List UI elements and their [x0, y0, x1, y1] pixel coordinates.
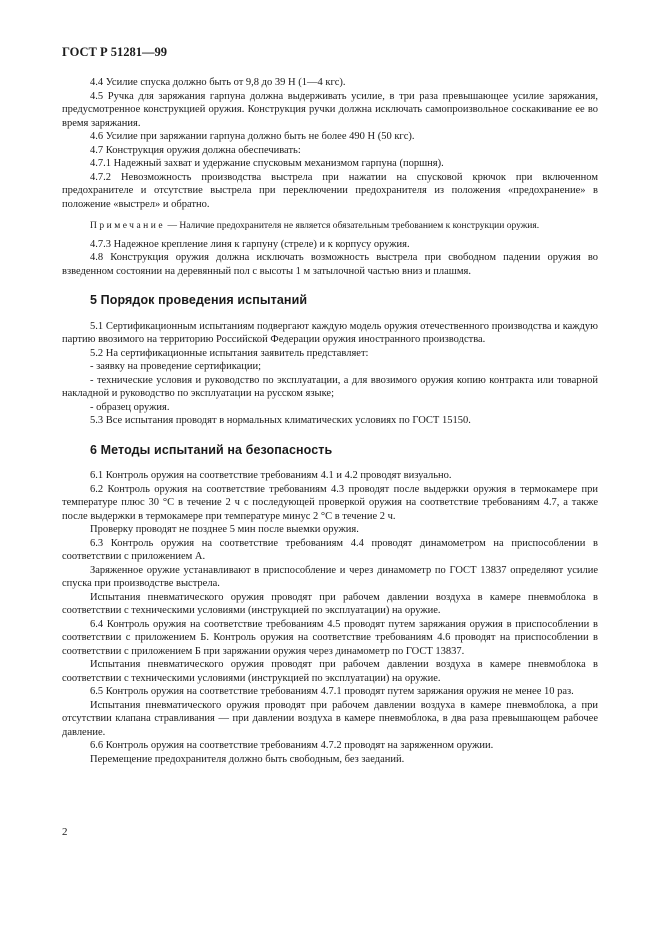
paragraph: 4.7.3 Надежное крепление линя к гарпуну (стреле) и к корпусу оружия.: [90, 238, 410, 250]
note: [62, 220, 598, 233]
document-body: [62, 76, 598, 766]
document-header: ГОСТ Р 51281—99: [62, 45, 168, 59]
paragraph: 6.1 Контроль оружия на соответствие требованиям 4.1 и 4.2 проводят визуально.: [90, 470, 452, 481]
section-5-title: 5 Порядок проведения испытаний: [90, 293, 308, 307]
paragraph: Испытания пневматического оружия проводят при рабочем давлении воздуха в камере пневмоблока, а при отсутствии клапана стравливания — при давлении воздуха в камере пневмоблока, в два раза превышающем рабочее давление.: [62, 699, 598, 738]
paragraph: Испытания пневматического оружия проводят при рабочем давлении воздуха в камере пневмоблока в соответствии с техническими условиями (инструкцией по эксплуатации) на оружие.: [62, 591, 598, 616]
paragraph: 4.6 Усилие при заряжании гарпуна должно быть не более 490 Н (50 кгс).: [90, 131, 415, 142]
list-item: - образец оружия.: [90, 401, 170, 413]
page-number: 2: [62, 826, 68, 838]
paragraph: 4.4 Усилие спуска должно быть от 9,8 до 39 Н (1—4 кгс).: [90, 77, 346, 88]
paragraph: 5.1 Сертификационным испытаниям подвергают каждую модель оружия отечественного производства и каждую партию ввозимого на территорию Российской Федерации оружия иностранного производства.: [62, 320, 598, 345]
paragraph: 4.7 Конструкция оружия должна обеспечивать:: [90, 144, 301, 156]
paragraph: 5.3 Все испытания проводят в нормальных климатических условиях по ГОСТ 15150.: [90, 415, 471, 426]
note-text: — Наличие предохранителя не является обязательным требованием к конструкции оружия.: [165, 221, 540, 231]
section-6-title: 6 Методы испытаний на безопасность: [90, 442, 333, 457]
paragraph: 4.8 Конструкция оружия должна исключать возможность выстрела при свободном падении оружия во взведенном состоянии на деревянный пол с высоты 1 м затылочной частью вниз и плашмя.: [62, 252, 598, 277]
paragraph: Перемещение предохранителя должно быть свободным, без заеданий.: [90, 753, 405, 765]
paragraph: 6.2 Контроль оружия на соответствие требованиям 4.3 проводят после выдержки оружия в термокамере при температуре плюс 30 °С в течение 2 ч с последующей проверкой оружия на соответствие требованиям 4.7, а также после выдержки в термокамере при температуре минус 2 °С в течение 2 ч.: [62, 483, 598, 522]
paragraph: Заряженное оружие устанавливают в приспособление и через динамометр по ГОСТ 13837 определяют усилие спуска при производстве выстрела.: [62, 564, 598, 589]
paragraph: 6.5 Контроль оружия на соответствие требованиям 4.7.1 проводят путем заряжания оружия не менее 10 раз.: [90, 686, 574, 697]
list-item: - заявку на проведение сертификации;: [90, 361, 262, 372]
paragraph: 6.4 Контроль оружия на соответствие требованиям 4.5 проводят путем заряжания оружия в приспособлении в соответствии с приложением Б. Контроль оружия на соответствие требованиям 4.6 проводят на приспособлении в соответствии с приложением Б при заряжании оружия через динамометр по ГОСТ 13837.: [62, 618, 598, 657]
list-item: - технические условия и руководство по эксплуатации, а для ввозимого оружия копию контракта или товарной накладной и руководство по эксплуатации на русском языке;: [62, 374, 598, 399]
paragraph: 6.6 Контроль оружия на соответствие требованиям 4.7.2 проводят на заряженном оружии.: [90, 740, 494, 751]
paragraph: 6.3 Контроль оружия на соответствие требованиям 4.4 проводят динамометром на приспособлении в соответствии с приложением А.: [62, 537, 598, 562]
paragraph: 4.5 Ручка для заряжания гарпуна должна выдерживать усилие, в три раза превышающее усилие заряжания, предусмотренное конструкцией оружия. Конструкция ручки должна исключать самопроизвольное соскакивание ее во время заряжания.: [62, 90, 598, 129]
note-label: Примечание: [90, 221, 166, 231]
paragraph: Испытания пневматического оружия проводят при рабочем давлении воздуха в камере пневмоблока в соответствии с техническими условиями (инструкцией по эксплуатации) на оружие.: [62, 659, 598, 684]
paragraph: 4.7.1 Надежный захват и удержание спусковым механизмом гарпуна (поршня).: [90, 158, 444, 169]
paragraph: 4.7.2 Невозможность производства выстрела при нажатии на спусковой крючок при включенном предохранителе и отсутствие выстрела при переключении предохранителя из положения «предохранение» в положение «выстрел» и обратно.: [62, 171, 598, 210]
paragraph: 5.2 На сертификационные испытания заявитель представляет:: [90, 347, 369, 359]
paragraph: Проверку проводят не позднее 5 мин после выемки оружия.: [90, 524, 359, 535]
